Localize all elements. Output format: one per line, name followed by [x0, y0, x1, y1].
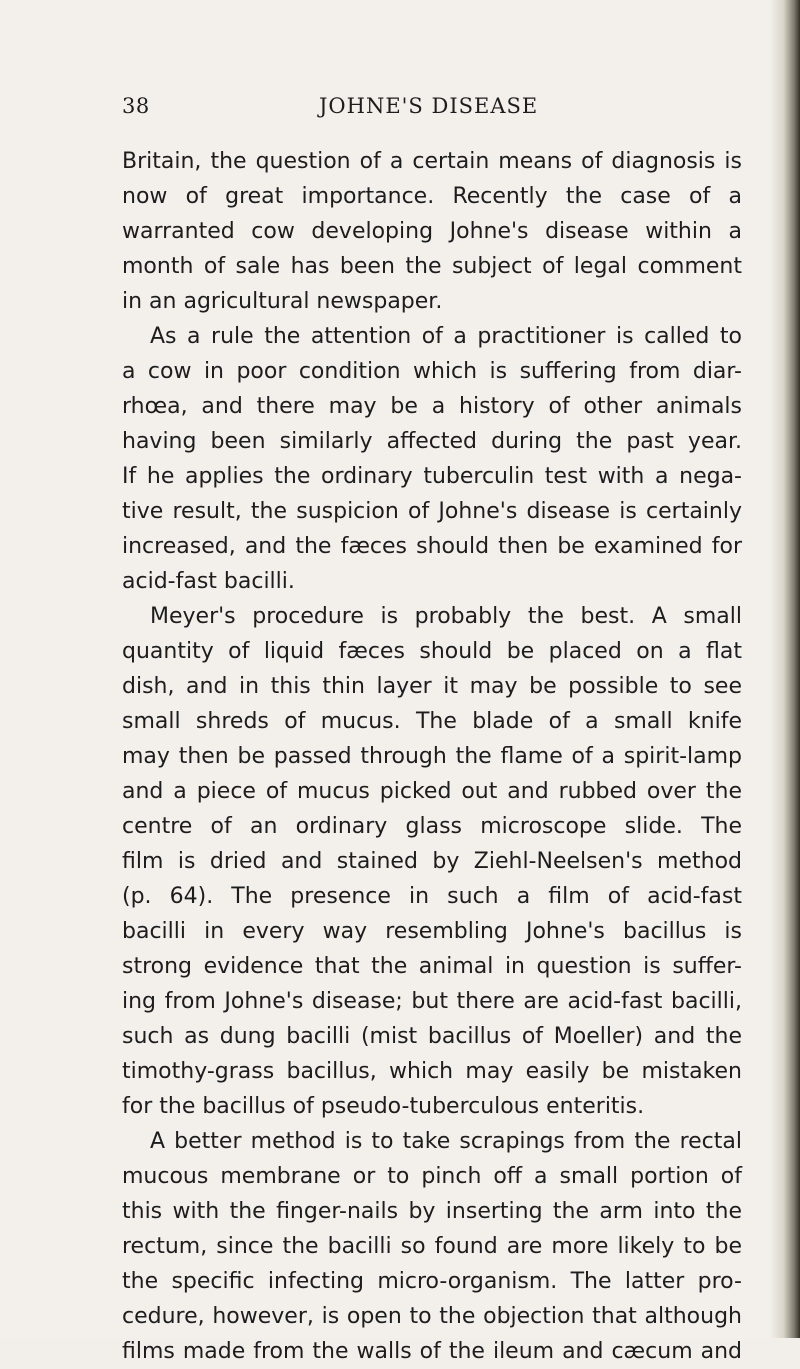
text-line: quantity of liquid fæces should be placed on a flat — [122, 639, 742, 664]
text-line: may then be passed through the flame of a spirit-lamp — [122, 744, 742, 769]
text-line: cedure, however, is open to the objection that although — [122, 1304, 742, 1329]
text-line: and a piece of mucus picked out and rubbed over the — [122, 779, 742, 804]
text-line: centre of an ordinary glass microscope slide. The — [122, 814, 742, 839]
running-head: JOHNE'S DISEASE — [319, 94, 539, 118]
text-line: film is dried and stained by Ziehl-Neelsen's method — [122, 849, 742, 874]
text-line: now of great importance. Recently the case of a — [122, 184, 742, 209]
text-line: strong evidence that the animal in question is suffer- — [122, 954, 742, 979]
text-line: small shreds of mucus. The blade of a small knife — [122, 709, 742, 734]
text-line: in an agricultural newspaper. — [122, 289, 443, 314]
text-line: mucous membrane or to pinch off a small portion of — [122, 1164, 742, 1189]
text-line: having been similarly affected during the past year. — [122, 429, 742, 454]
text-line: bacilli in every way resembling Johne's bacillus is — [122, 919, 742, 944]
text-line: rhœa, and there may be a history of other animals — [122, 394, 742, 419]
page-header — [122, 94, 742, 130]
text-line: A better method is to take scrapings from the rectal — [150, 1129, 742, 1154]
text-line: tive result, the suspicion of Johne's disease is certainly — [122, 499, 742, 524]
text-line: dish, and in this thin layer it may be possible to see — [122, 674, 742, 699]
text-line: As a rule the attention of a practitioner is called to — [150, 324, 742, 349]
text-line: Britain, the question of a certain means of diagnosis is — [122, 149, 742, 174]
text-line: the specific infecting micro-organism. The latter pro- — [122, 1269, 742, 1294]
text-line: this with the finger-nails by inserting the arm into the — [122, 1199, 742, 1224]
text-line: a cow in poor condition which is suffering from diar- — [122, 359, 742, 384]
page-number: 38 — [122, 94, 150, 118]
text-line: increased, and the fæces should then be examined for — [122, 534, 742, 559]
text-line: rectum, since the bacilli so found are more likely to be — [122, 1234, 742, 1259]
text-line: timothy-grass bacillus, which may easily be mistaken — [122, 1059, 742, 1084]
body-text — [122, 144, 742, 1369]
text-line: If he applies the ordinary tuberculin test with a nega- — [122, 464, 742, 489]
text-line: films made from the walls of the ileum and cæcum and — [122, 1339, 742, 1364]
text-line: for the bacillus of pseudo-tuberculous enteritis. — [122, 1094, 645, 1119]
text-line: (p. 64). The presence in such a film of acid-fast — [122, 884, 742, 909]
text-line: acid-fast bacilli. — [122, 569, 295, 594]
text-line: ing from Johne's disease; but there are acid-fast bacilli, — [122, 989, 742, 1014]
text-line: warranted cow developing Johne's disease within a — [122, 219, 742, 244]
text-line: such as dung bacilli (mist bacillus of Moeller) and the — [122, 1024, 742, 1049]
page-edge-shadow — [770, 0, 800, 1338]
text-line: Meyer's procedure is probably the best. A small — [150, 604, 742, 629]
text-line: month of sale has been the subject of legal comment — [122, 254, 742, 279]
